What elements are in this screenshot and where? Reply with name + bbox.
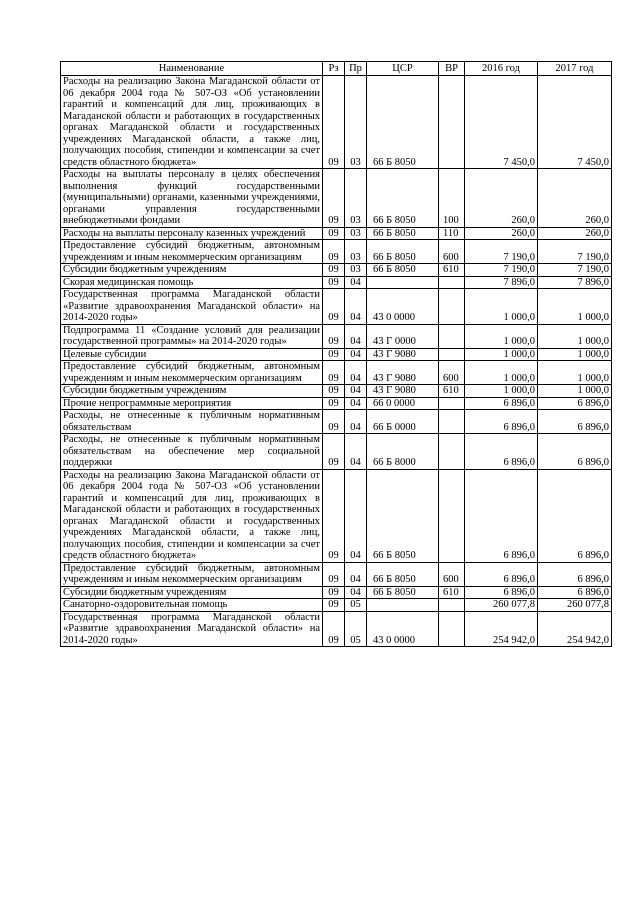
cell-2016: 1 000,0 bbox=[465, 385, 538, 398]
cell-vr bbox=[439, 434, 465, 470]
table-row bbox=[61, 76, 612, 169]
cell-2016: 254 942,0 bbox=[465, 611, 538, 647]
cell-2016: 6 896,0 bbox=[465, 469, 538, 562]
cell-pr: 04 bbox=[345, 348, 367, 361]
cell-2016: 1 000,0 bbox=[465, 348, 538, 361]
table-row bbox=[61, 276, 612, 289]
cell-csr: 66 Б 0000 bbox=[367, 410, 439, 434]
cell-2017: 1 000,0 bbox=[538, 324, 612, 348]
cell-2016: 260,0 bbox=[465, 169, 538, 228]
cell-csr: 66 Б 8050 bbox=[367, 586, 439, 599]
cell-rz: 09 bbox=[323, 276, 345, 289]
cell-2017: 6 896,0 bbox=[538, 410, 612, 434]
cell-pr: 04 bbox=[345, 324, 367, 348]
header-name: Наименование bbox=[61, 62, 323, 76]
table-row bbox=[61, 348, 612, 361]
cell-csr: 66 Б 8050 bbox=[367, 227, 439, 240]
cell-name: Расходы на выплаты персоналу в целях обеспечения выполнения функций государственными (муниципальными) органами, казенными учреждениями, органами управления государственными внебюджетными фондами bbox=[61, 169, 323, 228]
cell-2017: 6 896,0 bbox=[538, 562, 612, 586]
cell-vr: 600 bbox=[439, 240, 465, 264]
cell-2017: 7 190,0 bbox=[538, 264, 612, 277]
cell-2017: 7 450,0 bbox=[538, 76, 612, 169]
cell-csr bbox=[367, 276, 439, 289]
cell-vr bbox=[439, 397, 465, 410]
cell-2016: 7 190,0 bbox=[465, 264, 538, 277]
cell-csr: 43 Г 9080 bbox=[367, 385, 439, 398]
header-csr: ЦСР bbox=[367, 62, 439, 76]
cell-name: Государственная программа Магаданской области «Развитие здравоохранения Магаданской области» на 2014-2020 годы» bbox=[61, 611, 323, 647]
cell-csr: 66 Б 8050 bbox=[367, 562, 439, 586]
cell-2017: 1 000,0 bbox=[538, 289, 612, 325]
cell-2016: 6 896,0 bbox=[465, 434, 538, 470]
cell-rz: 09 bbox=[323, 348, 345, 361]
cell-name: Расходы на выплаты персоналу казенных учреждений bbox=[61, 227, 323, 240]
cell-pr: 04 bbox=[345, 410, 367, 434]
cell-vr: 610 bbox=[439, 586, 465, 599]
table-row bbox=[61, 586, 612, 599]
header-pr: Пр bbox=[345, 62, 367, 76]
table-row bbox=[61, 562, 612, 586]
budget-table bbox=[60, 61, 612, 647]
cell-vr bbox=[439, 76, 465, 169]
cell-2016: 260 077,8 bbox=[465, 599, 538, 612]
table-row bbox=[61, 324, 612, 348]
cell-2017: 6 896,0 bbox=[538, 434, 612, 470]
cell-csr: 66 Б 8050 bbox=[367, 240, 439, 264]
cell-pr: 04 bbox=[345, 385, 367, 398]
table-row bbox=[61, 434, 612, 470]
table-row bbox=[61, 240, 612, 264]
cell-2016: 6 896,0 bbox=[465, 586, 538, 599]
cell-pr: 03 bbox=[345, 76, 367, 169]
cell-2017: 1 000,0 bbox=[538, 361, 612, 385]
table-body bbox=[61, 76, 612, 647]
cell-rz: 09 bbox=[323, 611, 345, 647]
header-vr: ВР bbox=[439, 62, 465, 76]
cell-2017: 260,0 bbox=[538, 169, 612, 228]
cell-vr: 600 bbox=[439, 562, 465, 586]
cell-2017: 7 896,0 bbox=[538, 276, 612, 289]
cell-2016: 6 896,0 bbox=[465, 397, 538, 410]
table-row bbox=[61, 599, 612, 612]
cell-rz: 09 bbox=[323, 434, 345, 470]
cell-2016: 7 190,0 bbox=[465, 240, 538, 264]
cell-rz: 09 bbox=[323, 397, 345, 410]
cell-name: Прочие непрограммные мероприятия bbox=[61, 397, 323, 410]
cell-vr bbox=[439, 410, 465, 434]
cell-csr: 66 Б 8050 bbox=[367, 469, 439, 562]
header-2016: 2016 год bbox=[465, 62, 538, 76]
header-rz: Рз bbox=[323, 62, 345, 76]
cell-name: Расходы на реализацию Закона Магаданской области от 06 декабря 2004 года № 507-ОЗ «Об установлении гарантий и компенсаций для лиц, проживающих в Магаданской области и работающих в государственных органах Магаданской области и государственных учреждениях Магаданской области, а также лиц, получающих пособия, стипендии и компенсации за счет средств областного бюджета» bbox=[61, 76, 323, 169]
cell-2016: 6 896,0 bbox=[465, 410, 538, 434]
cell-pr: 03 bbox=[345, 169, 367, 228]
cell-name: Субсидии бюджетным учреждениям bbox=[61, 586, 323, 599]
cell-csr: 66 Б 8050 bbox=[367, 76, 439, 169]
cell-pr: 03 bbox=[345, 240, 367, 264]
cell-2017: 6 896,0 bbox=[538, 397, 612, 410]
cell-rz: 09 bbox=[323, 76, 345, 169]
cell-name: Государственная программа Магаданской области «Развитие здравоохранения Магаданской области» на 2014-2020 годы» bbox=[61, 289, 323, 325]
cell-name: Санаторно-оздоровительная помощь bbox=[61, 599, 323, 612]
cell-rz: 09 bbox=[323, 361, 345, 385]
cell-name: Субсидии бюджетным учреждениям bbox=[61, 385, 323, 398]
cell-rz: 09 bbox=[323, 469, 345, 562]
cell-pr: 04 bbox=[345, 562, 367, 586]
cell-2016: 7 450,0 bbox=[465, 76, 538, 169]
cell-2016: 7 896,0 bbox=[465, 276, 538, 289]
cell-rz: 09 bbox=[323, 240, 345, 264]
table-row bbox=[61, 611, 612, 647]
cell-vr: 610 bbox=[439, 264, 465, 277]
cell-2017: 260,0 bbox=[538, 227, 612, 240]
cell-2017: 6 896,0 bbox=[538, 586, 612, 599]
cell-2016: 6 896,0 bbox=[465, 562, 538, 586]
cell-2017: 7 190,0 bbox=[538, 240, 612, 264]
cell-pr: 03 bbox=[345, 227, 367, 240]
cell-2016: 1 000,0 bbox=[465, 289, 538, 325]
cell-vr bbox=[439, 324, 465, 348]
cell-name: Предоставление субсидий бюджетным, автономным учреждениям и иным некоммерческим организациям bbox=[61, 240, 323, 264]
cell-rz: 09 bbox=[323, 169, 345, 228]
table-row bbox=[61, 169, 612, 228]
cell-2017: 1 000,0 bbox=[538, 385, 612, 398]
header-row bbox=[61, 62, 612, 76]
cell-name: Подпрограмма 11 «Создание условий для реализации государственной программы» на 2014-2020 годы» bbox=[61, 324, 323, 348]
table-row bbox=[61, 264, 612, 277]
cell-vr: 600 bbox=[439, 361, 465, 385]
cell-name: Расходы, не отнесенные к публичным нормативным обязательствам bbox=[61, 410, 323, 434]
header-2017: 2017 год bbox=[538, 62, 612, 76]
cell-pr: 04 bbox=[345, 289, 367, 325]
cell-vr bbox=[439, 469, 465, 562]
cell-name: Субсидии бюджетным учреждениям bbox=[61, 264, 323, 277]
cell-csr: 43 Г 9080 bbox=[367, 348, 439, 361]
cell-rz: 09 bbox=[323, 410, 345, 434]
cell-vr bbox=[439, 289, 465, 325]
cell-rz: 09 bbox=[323, 562, 345, 586]
cell-rz: 09 bbox=[323, 599, 345, 612]
cell-name: Целевые субсидии bbox=[61, 348, 323, 361]
cell-pr: 03 bbox=[345, 264, 367, 277]
cell-2017: 254 942,0 bbox=[538, 611, 612, 647]
cell-rz: 09 bbox=[323, 227, 345, 240]
cell-csr: 43 0 0000 bbox=[367, 611, 439, 647]
cell-name: Расходы на реализацию Закона Магаданской области от 06 декабря 2004 года № 507-ОЗ «Об установлении гарантий и компенсаций для лиц, проживающих в Магаданской области и работающих в государственных органах Магаданской области и государственных учреждениях Магаданской области, а также лиц, получающих пособия, стипендии и компенсации за счет средств областного бюджета» bbox=[61, 469, 323, 562]
cell-csr: 66 0 0000 bbox=[367, 397, 439, 410]
cell-name: Предоставление субсидий бюджетным, автономным учреждениям и иным некоммерческим организациям bbox=[61, 361, 323, 385]
table-row bbox=[61, 385, 612, 398]
cell-csr: 66 Б 8050 bbox=[367, 169, 439, 228]
cell-name: Предоставление субсидий бюджетным, автономным учреждениям и иным некоммерческим организациям bbox=[61, 562, 323, 586]
cell-csr: 66 Б 8050 bbox=[367, 264, 439, 277]
cell-2016: 1 000,0 bbox=[465, 324, 538, 348]
cell-pr: 04 bbox=[345, 276, 367, 289]
cell-csr: 43 0 0000 bbox=[367, 289, 439, 325]
table-row bbox=[61, 227, 612, 240]
cell-rz: 09 bbox=[323, 385, 345, 398]
cell-2017: 6 896,0 bbox=[538, 469, 612, 562]
cell-vr bbox=[439, 276, 465, 289]
cell-rz: 09 bbox=[323, 586, 345, 599]
table-row bbox=[61, 397, 612, 410]
cell-2017: 260 077,8 bbox=[538, 599, 612, 612]
cell-csr: 43 Г 0000 bbox=[367, 324, 439, 348]
cell-2016: 1 000,0 bbox=[465, 361, 538, 385]
cell-rz: 09 bbox=[323, 289, 345, 325]
cell-pr: 04 bbox=[345, 434, 367, 470]
cell-pr: 05 bbox=[345, 611, 367, 647]
cell-pr: 04 bbox=[345, 469, 367, 562]
cell-csr: 66 Б 8000 bbox=[367, 434, 439, 470]
cell-pr: 04 bbox=[345, 397, 367, 410]
cell-rz: 09 bbox=[323, 324, 345, 348]
cell-vr bbox=[439, 348, 465, 361]
cell-2016: 260,0 bbox=[465, 227, 538, 240]
cell-name: Скорая медицинская помощь bbox=[61, 276, 323, 289]
cell-2017: 1 000,0 bbox=[538, 348, 612, 361]
cell-rz: 09 bbox=[323, 264, 345, 277]
table-row bbox=[61, 410, 612, 434]
cell-name: Расходы, не отнесенные к публичным нормативным обязательствам на обеспечение мер социальной поддержки bbox=[61, 434, 323, 470]
table-row bbox=[61, 289, 612, 325]
table-row bbox=[61, 361, 612, 385]
cell-vr: 110 bbox=[439, 227, 465, 240]
cell-csr: 43 Г 9080 bbox=[367, 361, 439, 385]
cell-pr: 04 bbox=[345, 586, 367, 599]
table-row bbox=[61, 469, 612, 562]
cell-vr bbox=[439, 611, 465, 647]
cell-pr: 04 bbox=[345, 361, 367, 385]
cell-csr bbox=[367, 599, 439, 612]
cell-vr: 610 bbox=[439, 385, 465, 398]
cell-pr: 05 bbox=[345, 599, 367, 612]
cell-vr: 100 bbox=[439, 169, 465, 228]
cell-vr bbox=[439, 599, 465, 612]
